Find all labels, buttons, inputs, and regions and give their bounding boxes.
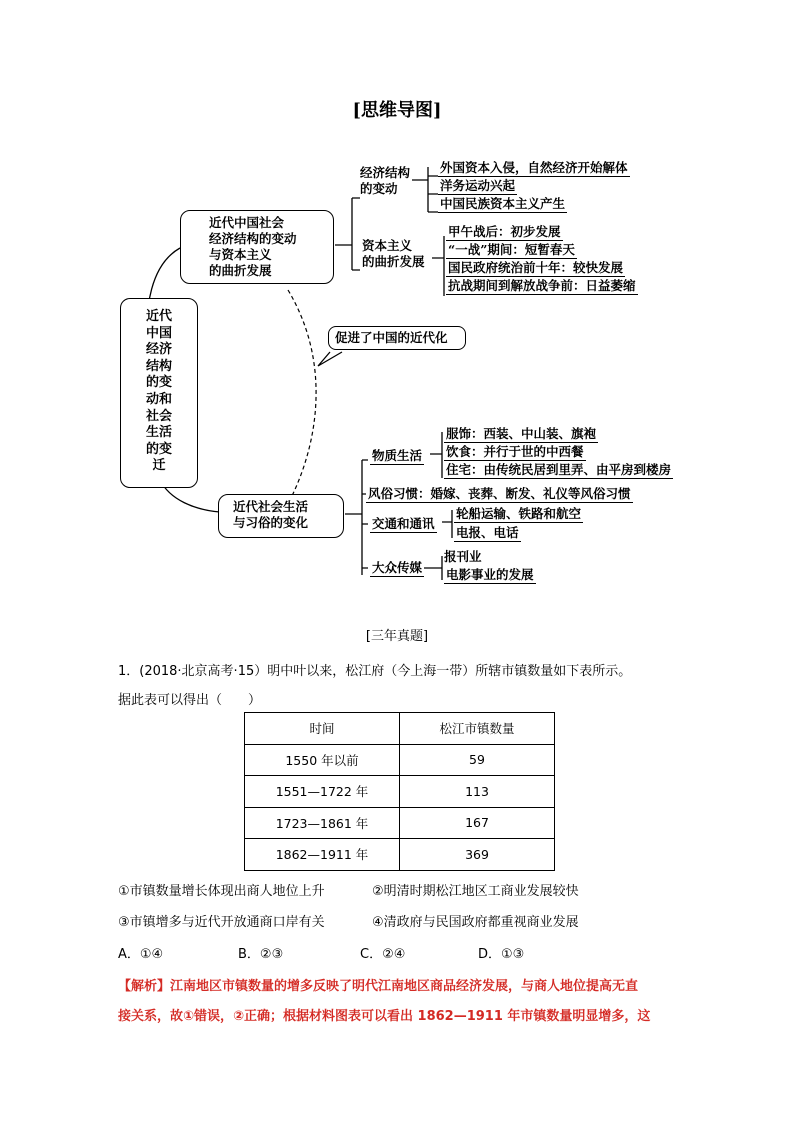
table-cell: 59	[400, 744, 555, 776]
choice-b: B．②③	[238, 947, 284, 962]
branch-society-box	[218, 494, 344, 538]
table-cell: 167	[400, 807, 555, 839]
analysis-line-1: 【解析】江南地区市镇数量的增多反映了明代江南地区商品经济发展，与商人地位提高无直	[118, 979, 639, 994]
choice-d: D．①③	[478, 947, 525, 962]
table-header-row	[245, 713, 555, 745]
branch-society-line: 近代社会生活	[233, 499, 309, 514]
branch-economy-box	[180, 210, 334, 284]
transport-item: 轮船运输、铁路和航空	[456, 506, 582, 521]
economic-structure-item: 外国资本入侵，自然经济开始解体	[440, 160, 628, 175]
table-cell: 113	[400, 776, 555, 808]
root-line: 中国	[145, 325, 172, 341]
media-items	[444, 549, 536, 585]
table-cell: 1550 年以前	[245, 744, 400, 776]
material-life-items	[444, 426, 673, 480]
transport-items	[454, 506, 583, 543]
branch-economy-line: 近代中国社会	[209, 215, 285, 230]
capitalism-label	[362, 238, 425, 270]
customs-text: 风俗习惯：婚嫁、丧葬、断发、礼仪等风俗习惯	[368, 486, 631, 501]
modernization-callout-text: 促进了中国的近代化	[335, 330, 448, 345]
root-line: 社会	[145, 408, 172, 424]
question-line-1: 1．(2018·北京高考·15）明中叶以来，松江府（今上海一带）所辖市镇数量如下表所示。	[118, 664, 632, 679]
media-label	[370, 560, 424, 576]
customs-line	[366, 486, 633, 502]
capitalism-items	[446, 224, 638, 296]
root-line: 结构	[145, 358, 172, 374]
table-header-cell: 时间	[245, 713, 400, 745]
root-line: 经济	[145, 342, 172, 358]
mindmap-root-box	[120, 298, 198, 488]
table-cell: 1551—1722 年	[245, 776, 400, 808]
statement-3: ③市镇增多与近代开放通商口岸有关	[118, 915, 325, 930]
media-item: 电影事业的发展	[446, 567, 534, 582]
branch-society-line: 与习俗的变化	[233, 515, 309, 530]
branch-economy-line: 经济结构的变动	[209, 231, 297, 246]
root-line: 的变	[145, 441, 172, 457]
branch-economy-line: 的曲折发展	[209, 263, 272, 278]
material-life-item: 服饰：西装、中山装、旗袍	[446, 426, 597, 441]
transport-label	[370, 516, 437, 532]
table-cell: 369	[400, 839, 555, 871]
capitalism-line: 的曲折发展	[362, 254, 425, 269]
media-text: 大众传媒	[372, 560, 423, 575]
capitalism-line: 资本主义	[362, 238, 413, 253]
analysis-line-2: 接关系，故①错误，②正确；根据材料图表可以看出 1862—1911 年市镇数量明显增多，这	[118, 1009, 651, 1024]
choice-c: C．②④	[360, 947, 406, 962]
branch-economy-line: 与资本主义	[209, 247, 272, 262]
root-line: 近代	[145, 309, 172, 324]
material-life-item: 住宅：由传统民居到里弄、由平房到楼房	[446, 462, 672, 477]
table-cell: 1862—1911 年	[245, 839, 400, 871]
economic-structure-line: 经济结构	[360, 165, 411, 180]
economic-structure-label	[360, 165, 410, 197]
table-row	[245, 776, 555, 808]
economic-structure-item: 洋务运动兴起	[440, 178, 516, 193]
capitalism-item: 国民政府统治前十年：较快发展	[448, 260, 624, 275]
mindmap-title: [思维导图]	[352, 100, 442, 121]
capitalism-item: 甲午战后：初步发展	[448, 224, 561, 239]
table-cell: 1723—1861 年	[245, 807, 400, 839]
material-life-label	[370, 448, 424, 464]
root-line: 动和	[145, 391, 172, 407]
root-line: 的变	[145, 375, 172, 391]
table-header-cell: 松江市镇数量	[400, 713, 555, 745]
choice-a: A．①④	[118, 947, 164, 962]
material-life-text: 物质生活	[372, 448, 423, 463]
media-item: 报刊业	[444, 549, 482, 564]
section-heading: [三年真题]	[365, 629, 429, 644]
root-line: 迁	[152, 458, 166, 474]
root-line: 生活	[145, 425, 172, 441]
capitalism-item: 抗战期间到解放战争前：日益萎缩	[448, 278, 636, 293]
economic-structure-items	[438, 160, 630, 214]
capitalism-item: “一战”期间：短暂春天	[448, 242, 575, 257]
economic-structure-item: 中国民族资本主义产生	[440, 196, 566, 211]
statement-4: ④清政府与民国政府都重视商业发展	[372, 915, 579, 930]
table-row	[245, 744, 555, 776]
town-count-table	[244, 712, 555, 871]
mindmap-root-label	[121, 299, 197, 475]
transport-text: 交通和通讯	[372, 516, 435, 531]
question-line-2: 据此表可以得出（ ）	[118, 693, 262, 708]
table-row	[245, 839, 555, 871]
statement-2: ②明清时期松江地区工商业发展较快	[372, 884, 579, 899]
economic-structure-line: 的变动	[360, 181, 398, 196]
statement-1: ①市镇数量增长体现出商人地位上升	[118, 884, 325, 899]
material-life-item: 饮食：并行于世的中西餐	[446, 444, 584, 459]
modernization-callout	[328, 326, 466, 350]
transport-item: 电报、电话	[456, 525, 519, 540]
table-row	[245, 807, 555, 839]
